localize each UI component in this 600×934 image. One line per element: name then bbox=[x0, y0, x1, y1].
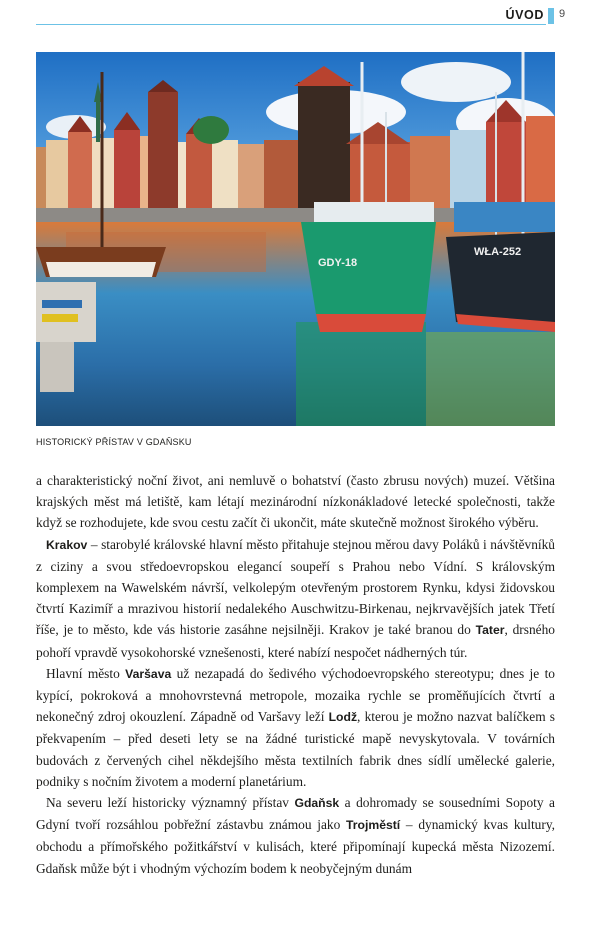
header-rule bbox=[36, 24, 546, 25]
boat-label-right: WŁA-252 bbox=[474, 246, 522, 258]
header-accent-bar bbox=[548, 8, 554, 24]
paragraph bbox=[36, 470, 555, 534]
keyword: Trojměstí bbox=[346, 818, 401, 833]
page-number: 9 bbox=[559, 8, 566, 20]
keyword: Tater bbox=[475, 623, 505, 638]
text-run: a dohromady se sousedními Sopoty a Gdyní tvoří rozsáhlou pobřežní zástavbu známou jako bbox=[36, 795, 555, 833]
text-run: , drsného pohoří vpravdě vysokohorské vznešenosti, které nabízí nespočet nádherných túr. bbox=[36, 622, 556, 660]
text-run: , kterou je možno nazvat balíčkem s překvapením – před deseti lety se na žádné turistické mapě nevyskytovala. V továrních budovách z červených cihel někdejšího města textilních fabrik dnes sídlí umělecké galerie, podniky s nočním životem a moderní planetárium. bbox=[36, 709, 555, 789]
keyword: Gdaňsk bbox=[294, 796, 340, 811]
text-run: Hlavní město bbox=[46, 665, 126, 681]
text-run: – starobylé královské hlavní město přitahuje stejnou měrou davy Poláků i návštěvníků z ciziny a svou středoevropskou elegancí soupeří s Prahou nebo Vídní. S královským komplexem na Wawelském návrší, velkolepým otevřeným prostorem Rynku, kdysi židovskou čtvrtí Kazimíř a mrazivou historií nedalekého Auschwitzu-Birkenau, nejkrvavějších jatek Třetí říše, je to město, kde vás historie zasáhne nejsilněji. Krakov je také branou do bbox=[36, 536, 555, 638]
text-run: a charakteristický noční život, ani nemluvě o bohatství (často zbrusu nových) muzeí. Většina krajských měst má letiště, kam létají mezinárodní nízkonákladové letecké společnosti, takže když se rozhodujete, kde svou cestu začít či ukončit, máte skutečně možnost širokého výběru. bbox=[36, 473, 555, 531]
cloud bbox=[401, 62, 511, 102]
text-run: Na severu leží historicky významný přístav bbox=[46, 795, 295, 811]
boat-label-left: GDY-18 bbox=[318, 257, 358, 269]
text-run: – dynamický kvas kultury, obchodu a přímořského požitkářství v kulisách, které připomínají kupecká města Nizozemí. Gdaňsk může být i vhodným výchozím bodem k neobyčejným dunám bbox=[36, 817, 555, 876]
keyword: Lodž bbox=[328, 710, 358, 725]
body-text bbox=[36, 470, 555, 879]
paragraph bbox=[36, 792, 555, 879]
harbour-illustration bbox=[36, 52, 555, 426]
paragraph bbox=[36, 663, 555, 792]
paragraph bbox=[36, 534, 555, 663]
text-run: už nezapadá do šedivého východoevropského stereotypu; dnes je to kypící, pokroková a mnohovrstevná metropole, mozaika rychle se proměňujících čtvrtí a nekonečný zdroj okouzlení. Západně od Varšavy leží bbox=[36, 665, 555, 725]
keyword: Krakov bbox=[46, 537, 88, 552]
gdansk-harbour-photo bbox=[36, 52, 555, 426]
photo-caption: HISTORICKÝ PŘÍSTAV V GDAŇSKU bbox=[36, 437, 192, 447]
keyword: Varšava bbox=[125, 666, 172, 681]
section-title: ÚVOD bbox=[505, 8, 544, 22]
